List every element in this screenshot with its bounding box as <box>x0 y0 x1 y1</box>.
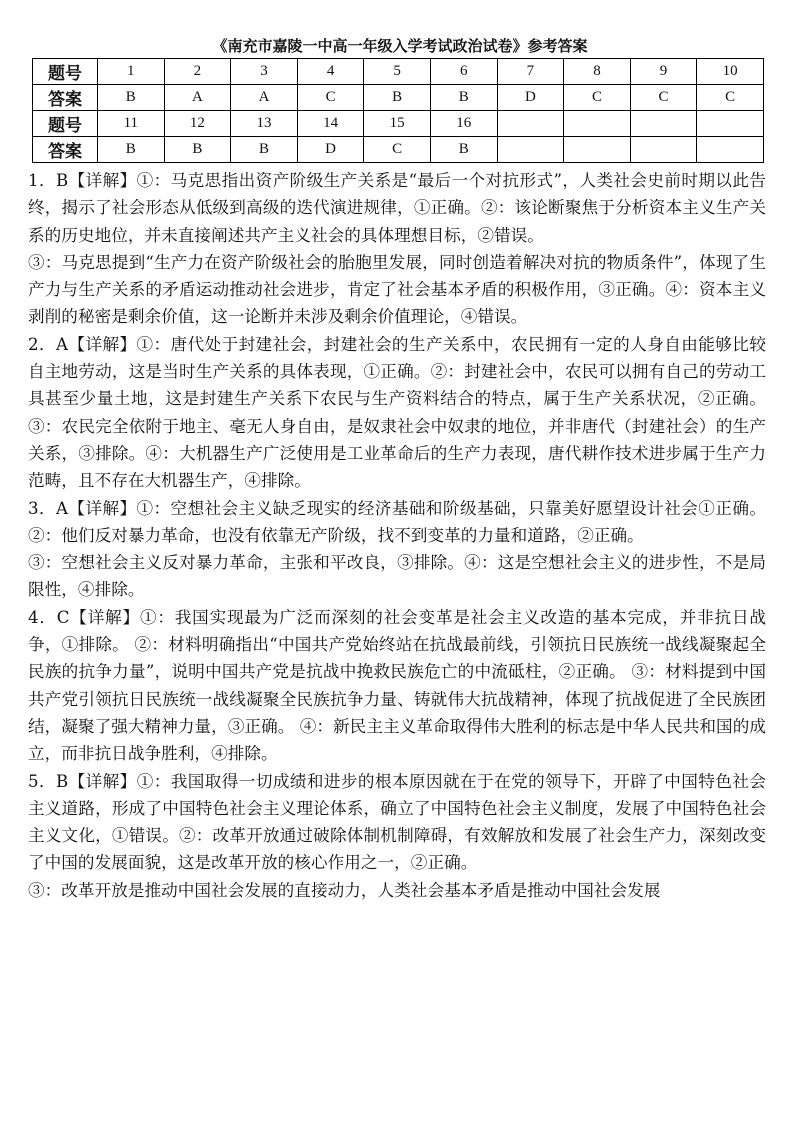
explanation-paragraph: 2．A【详解】①：唐代处于封建社会，封建社会的生产关系中，农民拥有一定的人身自由能够比较自主地劳动，这是当时生产关系的具体表现，①正确。②：封建社会中，农民可以拥有自己的劳动工具甚至少量土地，这是封建生产关系下农民与生产资料结合的特点，属于生产关系状况，②正确。③：农民完全依附于地主、毫无人身自由，是奴隶社会中奴隶的地位，并非唐代（封建社会）的生产关系，③排除。④：大机器生产广泛使用是工业革命后的生产力表现，唐代耕作技术进步属于生产力范畴，且不存在大机器生产，④排除。 <box>28 334 766 491</box>
answer-table <box>32 58 764 163</box>
question-number: 4 <box>297 59 364 85</box>
row-label-answer: 答案 <box>33 85 98 111</box>
question-number: 13 <box>231 111 298 137</box>
explanations <box>28 167 766 904</box>
explanation-paragraph: ③：马克思提到“生产力在资产阶级社会的胎胞里发展，同时创造着解决对抗的物质条件”，体现了生产力与生产关系的矛盾运动推动社会进步，肯定了社会基本矛盾的积极作用，③正确。④：资本主义剥削的秘密是剩余价值，这一论断并未涉及剩余价值理论，④错误。 <box>28 252 766 327</box>
answer-letter <box>697 137 764 163</box>
explanation-paragraph: ③：空想社会主义反对暴力革命，主张和平改良，③排除。④：这是空想社会主义的进步性，不是局限性，④排除。 <box>28 553 766 600</box>
question-number: 1 <box>98 59 165 85</box>
question-number: 9 <box>630 59 697 85</box>
answer-letter: C <box>297 85 364 111</box>
question-number: 6 <box>430 59 497 85</box>
answer-letter: D <box>297 137 364 163</box>
explanation-paragraph: ③：改革开放是推动中国社会发展的直接动力，人类社会基本矛盾是推动中国社会发展 <box>28 880 661 900</box>
answer-letter: A <box>231 85 298 111</box>
row-label-question: 题号 <box>33 59 98 85</box>
question-number <box>630 111 697 137</box>
answer-letter: C <box>630 85 697 111</box>
table-row-answers-1 <box>33 85 764 111</box>
answer-letter: C <box>697 85 764 111</box>
document-title: 《南充市嘉陵一中高一年级入学考试政治试卷》参考答案 <box>212 37 588 55</box>
question-number: 12 <box>164 111 231 137</box>
question-number: 5 <box>364 59 431 85</box>
answer-letter <box>497 137 564 163</box>
table-row-questions-2 <box>33 111 764 137</box>
question-number <box>564 111 631 137</box>
question-number: 15 <box>364 111 431 137</box>
question-number: 11 <box>98 111 165 137</box>
question-number: 14 <box>297 111 364 137</box>
answer-document <box>28 34 766 904</box>
answer-letter: C <box>564 85 631 111</box>
table-row-answers-2 <box>33 137 764 163</box>
row-label-question: 题号 <box>33 111 98 137</box>
answer-letter: B <box>231 137 298 163</box>
answer-letter: B <box>364 85 431 111</box>
question-number: 10 <box>697 59 764 85</box>
row-label-answer: 答案 <box>33 137 98 163</box>
question-number <box>497 111 564 137</box>
answer-letter: B <box>430 85 497 111</box>
answer-letter <box>630 137 697 163</box>
answer-letter <box>564 137 631 163</box>
answer-letter: C <box>364 137 431 163</box>
answer-letter: A <box>164 85 231 111</box>
question-number: 16 <box>430 111 497 137</box>
question-number <box>697 111 764 137</box>
answer-letter: B <box>98 137 165 163</box>
question-number: 7 <box>497 59 564 85</box>
answer-letter: B <box>430 137 497 163</box>
explanation-paragraph: 4．C【详解】①：我国实现最为广泛而深刻的社会变革是社会主义改造的基本完成，并非抗日战争，①排除。 ②：材料明确指出“中国共产党始终站在抗战最前线，引领抗日民族统一战线凝聚起全民族的抗争力量”，说明中国共产党是抗战中挽救民族危亡的中流砥柱，②正确。 ③：材料提到中国共产党引领抗日民族统一战线凝聚全民族抗争力量、铸就伟大抗战精神，体现了抗战促进了全民族团结，凝聚了强大精神力量，③正确。 ④：新民主主义革命取得伟大胜利的标志是中华人民共和国的成立，而非抗日战争胜利，④排除。 <box>28 607 766 764</box>
answer-letter: B <box>98 85 165 111</box>
explanation-paragraph: 5．B【详解】①：我国取得一切成绩和进步的根本原因就在于在党的领导下，开辟了中国特色社会主义道路，形成了中国特色社会主义理论体系，确立了中国特色社会主义制度，发展了中国特色社会主义文化，①错误。②：改革开放通过破除体制机制障碍，有效解放和发展了社会生产力，深刻改变了中国的发展面貌，这是改革开放的核心作用之一，②正确。 <box>28 771 766 873</box>
question-number: 3 <box>231 59 298 85</box>
question-number: 8 <box>564 59 631 85</box>
table-row-questions-1 <box>33 59 764 85</box>
answer-letter: B <box>164 137 231 163</box>
question-number: 2 <box>164 59 231 85</box>
explanation-paragraph: 1．B【详解】①：马克思指出资产阶级生产关系是“最后一个对抗形式”，人类社会史前时期以此告终，揭示了社会形态从低级到高级的迭代演进规律，①正确。②：该论断聚焦于分析资本主义生产关系的历史地位，并未直接阐述共产主义社会的具体理想目标，②错误。 <box>28 171 766 245</box>
explanation-paragraph: 3．A【详解】①：空想社会主义缺乏现实的经济基础和阶级基础，只靠美好愿望设计社会①正确。②：他们反对暴力革命，也没有依靠无产阶级，找不到变革的力量和道路，②正确。 <box>28 498 766 545</box>
answer-letter: D <box>497 85 564 111</box>
